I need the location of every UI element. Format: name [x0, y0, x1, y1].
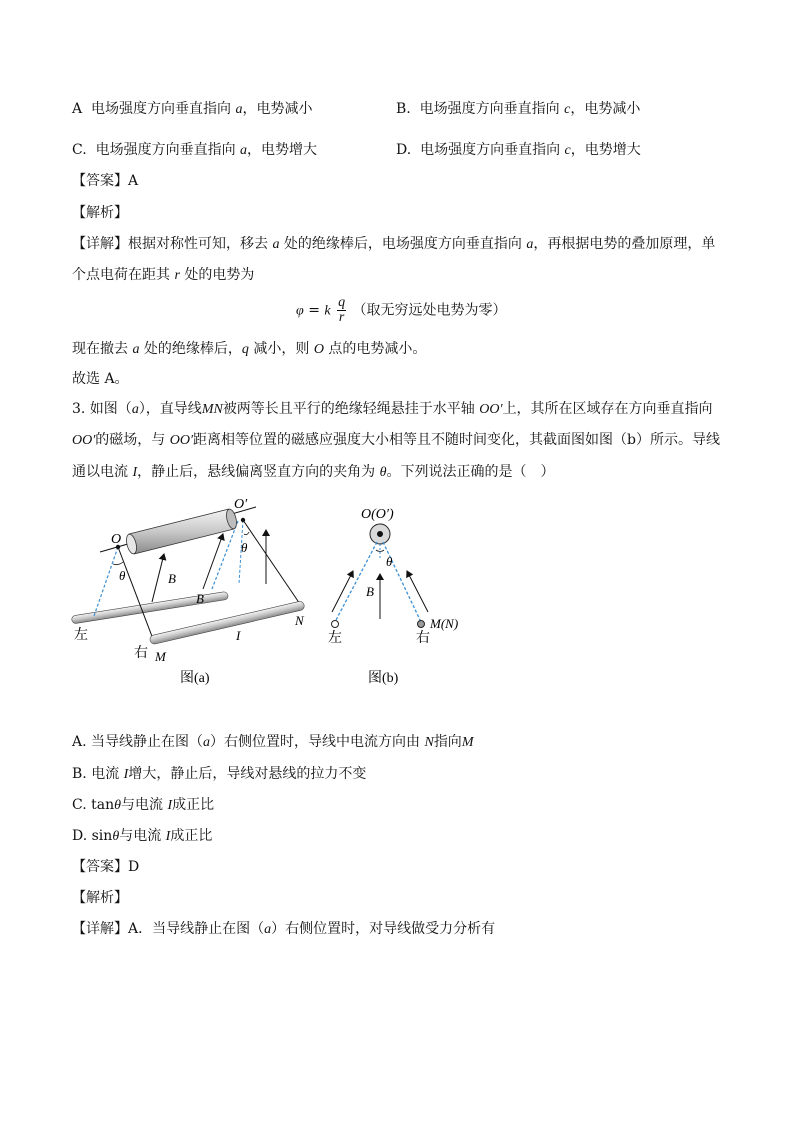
q2-detail-line-3 — [72, 339, 426, 360]
text: 与电流 — [121, 797, 163, 813]
q2-analysis-heading — [72, 203, 128, 223]
axis-point — [377, 531, 383, 537]
suspension-left — [335, 542, 377, 622]
variable: OO′ — [72, 433, 96, 448]
variable: M — [461, 735, 474, 750]
text: 与电流 — [119, 828, 162, 844]
left-rod — [71, 591, 228, 624]
label-b-1: B — [168, 571, 176, 586]
text: 点的电势减小。 — [328, 341, 427, 357]
variable: θ — [379, 465, 387, 480]
label-theta: θ — [386, 554, 393, 569]
analysis-label: 【解析】 — [72, 205, 128, 221]
formula-phi: φ — [296, 303, 304, 319]
variable: N — [424, 735, 434, 750]
q2-detail-line-1 — [72, 234, 715, 255]
q3-option-d — [72, 826, 212, 847]
figure-b — [320, 494, 490, 694]
label-b: B — [366, 584, 374, 599]
option-letter: D. — [396, 142, 412, 158]
formula-fraction — [337, 296, 346, 325]
text: D. sin — [72, 828, 113, 844]
formula-note: （取无穷远处电势为零） — [352, 302, 507, 319]
answer-value: A — [128, 173, 139, 189]
q2-answer — [72, 171, 138, 191]
fraction-denominator: r — [338, 310, 345, 325]
option-variable: a — [240, 143, 248, 158]
variable: r — [174, 268, 180, 283]
option-text: 电场强度方向垂直指向 — [95, 142, 236, 158]
text: 处的电势为 — [184, 267, 255, 283]
q3-answer — [72, 857, 139, 877]
answer-value: D — [128, 859, 140, 875]
b-arrow-right — [407, 571, 428, 612]
label-o-prime: O′ — [234, 497, 248, 512]
option-c — [72, 140, 317, 161]
text: 成正比 — [172, 797, 215, 813]
text: 减小，则 — [253, 341, 310, 357]
option-d — [396, 140, 641, 161]
text: B. 电流 — [72, 766, 120, 782]
formula-k: k — [324, 303, 331, 319]
label-theta-2: θ — [241, 540, 248, 555]
variable: θ — [114, 798, 121, 813]
q3-option-a — [72, 732, 473, 753]
option-text: ，电势减小 — [570, 101, 641, 117]
label-left: 左 — [328, 631, 342, 646]
text: A．当导线静止在图（ — [128, 921, 265, 937]
option-text: ，电势增大 — [570, 142, 641, 158]
label-current-i: I — [236, 628, 241, 643]
potential-formula — [296, 296, 507, 326]
text: 3. 如图（ — [72, 401, 132, 417]
variable: a — [131, 402, 139, 417]
pivot-o-prime — [241, 518, 245, 522]
text: 故选 A。 — [72, 371, 129, 387]
q3-stem-line-2 — [72, 430, 720, 451]
wire-right-position — [418, 621, 425, 628]
b-arrow-2 — [203, 534, 223, 589]
q3-stem-line-1 — [72, 399, 713, 420]
variable: q — [241, 342, 249, 357]
option-letter: C. — [72, 142, 87, 158]
detail-label: 【详解】 — [72, 236, 128, 252]
label-theta-1: θ — [119, 568, 126, 583]
text: ，再根据电势的叠加原理，单 — [533, 236, 716, 252]
q3-option-b — [72, 764, 366, 785]
wire-left-position — [332, 621, 339, 628]
text: 。下列说法正确的是（ ） — [386, 464, 555, 480]
variable: a — [272, 237, 280, 252]
variable: a — [132, 342, 140, 357]
left-suspension-1 — [94, 547, 118, 616]
label-m-n: M(N) — [430, 616, 459, 631]
variable: a — [203, 735, 211, 750]
variable: a — [526, 237, 534, 252]
variable: θ — [112, 829, 120, 844]
variable: OO′ — [169, 433, 194, 448]
variable: MN — [201, 402, 223, 417]
option-text: 电场强度方向垂直指向 — [419, 101, 560, 117]
fraction-numerator: q — [338, 295, 346, 310]
b-arrow-left — [332, 571, 353, 612]
text: ）右侧位置时，对导线做受力分析有 — [271, 921, 496, 937]
text: 通以电流 — [72, 464, 128, 480]
caption-figure-b: 图(b) — [368, 671, 399, 686]
option-variable: a — [235, 102, 243, 117]
text: 个点电荷在距其 — [72, 267, 170, 283]
right-suspension-2 — [243, 520, 302, 607]
text: ，静止后，悬线偏离竖直方向的夹角为 — [137, 464, 376, 480]
option-text: 电场强度方向垂直指向 — [420, 142, 561, 158]
text: 的磁场，与 — [95, 432, 166, 448]
option-letter: B. — [396, 101, 411, 117]
q2-choose — [72, 369, 129, 389]
q3-analysis-heading — [72, 888, 128, 908]
option-text: 电场强度方向垂直指向 — [91, 101, 232, 117]
variable: OO′ — [479, 402, 503, 417]
answer-label: 【答案】 — [72, 859, 128, 875]
option-text: ，电势减小 — [242, 101, 313, 117]
option-variable: c — [564, 102, 571, 117]
cylinder-magnet — [125, 508, 239, 555]
variable: a — [264, 922, 272, 937]
text: 上，其所在区域存在方向垂直指向 — [502, 401, 713, 417]
variable: I — [165, 829, 171, 844]
label-right: 右 — [134, 646, 148, 661]
label-n: N — [295, 613, 304, 628]
q3-detail-line-1 — [72, 919, 495, 940]
variable: I — [132, 465, 138, 480]
text: 处的绝缘棒后，电场强度方向垂直指向 — [283, 236, 522, 252]
analysis-label: 【解析】 — [72, 890, 128, 906]
text: 处的绝缘棒后， — [143, 341, 242, 357]
text: 增大，静止后，导线对悬线的拉力不变 — [128, 766, 367, 782]
text: 指向 — [433, 734, 462, 750]
text: 成正比 — [170, 828, 213, 844]
option-a — [72, 99, 312, 120]
label-b-2: B — [196, 591, 204, 606]
formula-equals: = — [303, 302, 325, 319]
caption-figure-a: 图(a) — [180, 671, 210, 686]
figure-a — [66, 494, 316, 694]
variable: I — [123, 767, 129, 782]
label-o: O — [111, 532, 122, 547]
label-left: 左 — [74, 628, 88, 643]
detail-label: 【详解】 — [72, 921, 128, 937]
text: C. tan — [72, 797, 115, 813]
q2-detail-line-2 — [72, 265, 254, 286]
text: ），直导线 — [138, 401, 202, 417]
variable: O — [313, 342, 324, 357]
text: 被两等长且平行的绝缘轻绳悬挂于水平轴 — [222, 401, 475, 417]
label-o-o-prime: O(O′) — [361, 507, 394, 522]
variable: I — [167, 798, 173, 813]
text: ）右侧位置时，导线中电流方向由 — [210, 734, 421, 750]
option-b — [396, 99, 640, 120]
option-text: ，电势增大 — [247, 142, 318, 158]
label-right: 右 — [416, 631, 430, 646]
text: 根据对称性可知，移去 — [128, 236, 268, 252]
q3-stem-line-3 — [72, 462, 554, 483]
label-m: M — [155, 649, 166, 664]
answer-label: 【答案】 — [72, 173, 128, 189]
right-suspension-1 — [118, 547, 153, 639]
text: A. 当导线静止在图（ — [72, 734, 204, 750]
option-letter: A — [72, 101, 83, 117]
option-variable: c — [564, 143, 571, 158]
text: 现在撤去 — [72, 341, 128, 357]
b-arrow-1 — [152, 554, 164, 602]
q3-option-c — [72, 795, 214, 816]
text: 距离相等位置的磁感应强度大小相等且不随时间变化，其截面图如图（b）所示。导线 — [193, 432, 721, 448]
